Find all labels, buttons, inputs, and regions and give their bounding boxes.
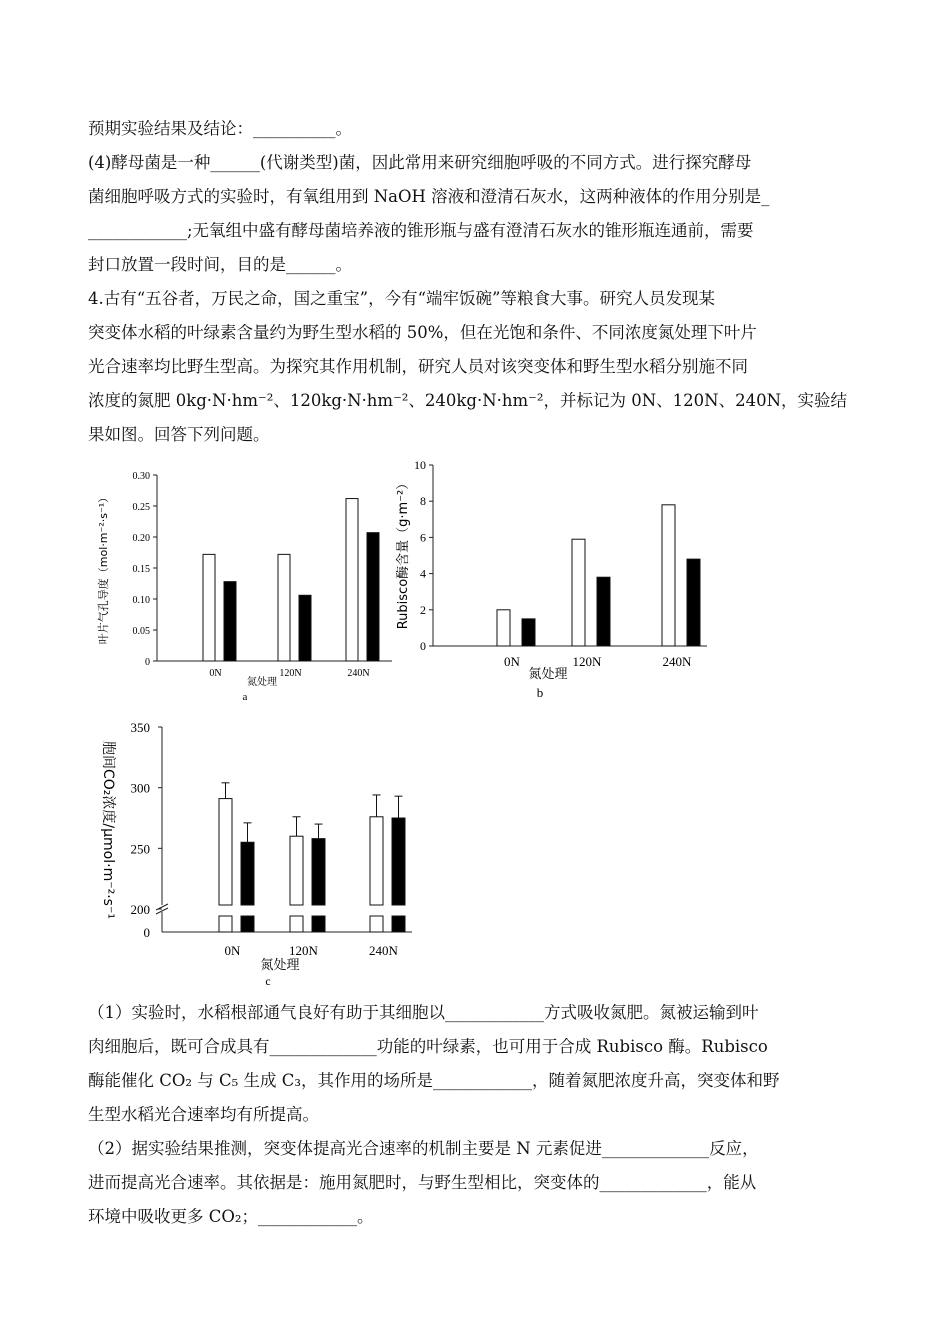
question-text-top-line: 浓度的氮肥 0kg·N·hm⁻²、120kg·N·hm⁻²、240kg·N·hm⁻²，并标记为 0N、120N、240N，实验结 [88,391,848,410]
question-text-bottom-line: 生型水稻光合速率均有所提高。 [88,1105,319,1124]
chart-b-xlabel: 氮处理 [528,667,568,682]
bar-wildtype [597,577,610,646]
bar-stub-mutant [290,916,303,932]
x-category-label: 0N [209,668,222,679]
y-tick-label: 0 [420,639,426,653]
x-category-label: 120N [572,654,602,669]
question-text-top-line: ____________;无氧组中盛有酵母菌培养液的锥形瓶与盛有澄清石灰水的锥形瓶连通前，需要 [88,221,754,240]
y-tick-label: 300 [130,780,150,796]
question-text-top-line: 菌细胞呼吸方式的实验时，有氧组用到 NaOH 溶液和澄清石灰水，这两种液体的作用分别是_ [88,187,770,206]
bar-wildtype [241,842,254,905]
y-tick-label: 0.20 [132,533,150,544]
question-text-top-line: (4)酵母菌是一种______(代谢类型)菌，因此常用来研究细胞呼吸的不同方式。进行探究酵母 [88,153,752,172]
chart-a-panel-label: a [242,691,248,703]
bar-wildtype [224,582,236,661]
x-category-label: 240N [347,668,370,679]
bar-wildtype [687,559,700,646]
chart-a-xlabel: 氮处理 [247,677,277,688]
y-tick-label: 8 [420,494,426,509]
question-text-top-line: 封口放置一段时间，目的是______。 [88,255,352,274]
bar-stub-wildtype [312,916,325,932]
y-tick-label: 0.05 [132,626,150,637]
bar-mutant [278,554,290,661]
chart-a-stomatal-conductance [96,471,392,703]
y-tick-label: 0 [145,657,150,668]
x-category-label: 240N [369,943,398,958]
chart-c-xlabel: 氮处理 [260,958,300,973]
question-text-bottom-line: （2）据实验结果推测，突变体提高光合速率的机制主要是 N 元素促进_____________反应， [88,1139,759,1158]
x-category-label: 240N [662,654,692,669]
question-text-bottom-line: （1）实验时，水稻根部通气良好有助于其细胞以____________方式吸收氮肥。氮被运输到叶 [88,1003,759,1022]
bar-mutant [572,539,585,646]
question-text-bottom-line: 环境中吸收更多 CO₂；____________。 [88,1207,374,1226]
bar-mutant [219,799,232,905]
question-text-top-line: 光合速率均比野生型高。为探究其作用机制，研究人员对该突变体和野生型水稻分别施不同 [88,357,748,376]
question-text-top-line: 预期实验结果及结论：__________。 [88,119,352,138]
bar-mutant [290,836,303,905]
y-tick-label: 250 [130,841,150,857]
y-tick-label: 2 [420,602,426,617]
question-text-top-line: 4.古有“五谷者，万民之命，国之重宝”，今有“端牢饭碗”等粮食大事。研究人员发现某 [88,289,715,308]
y-tick-label: 6 [420,530,426,545]
y-tick-label: 0.10 [132,595,150,606]
question-text-top-line: 突变体水稻的叶绿素含量约为野生型水稻的 50%，但在光饱和条件、不同浓度氮处理下叶片 [88,323,757,342]
bar-mutant [346,499,358,661]
y-tick-label: 0.15 [132,564,150,575]
bar-wildtype [299,595,311,661]
chart-b-rubisco-content [396,458,707,700]
chart-c-panel-label: c [265,974,271,988]
question-text-bottom-line: 进而提高光合速率。其依据是：施用氮肥时，与野生型相比，突变体的_____________，能从 [88,1173,757,1192]
chart-b-panel-label: b [536,685,544,700]
question-text-bottom-line: 肉细胞后，既可合成具有_____________功能的叶绿素，也可用于合成 Rubisco 酶。Rubisco [88,1037,768,1056]
bar-stub-wildtype [241,916,254,932]
chart-c-ylabel: 胞间CO₂浓度/μmol·m⁻²·s⁻¹ [100,741,116,919]
y-tick-label: 4 [420,566,426,581]
bar-mutant [662,505,675,646]
x-category-label: 120N [279,668,302,679]
bar-stub-mutant [370,916,383,932]
chart-a-ylabel: 叶片气孔导度（mol·m⁻²·s⁻¹） [97,491,110,645]
chart-c-intercellular-co2 [100,720,412,988]
bar-mutant [370,817,383,905]
x-category-label: 120N [289,943,318,958]
bar-wildtype [367,533,379,661]
bar-stub-mutant [219,916,232,932]
bar-mutant [203,554,215,661]
bar-stub-wildtype [392,916,405,932]
y-tick-label: 200 [130,902,150,917]
y-tick-label: 0.30 [132,471,150,482]
question-text-top-line: 果如图。回答下列问题。 [88,425,270,444]
question-text-bottom-line: 酶能催化 CO₂ 与 C₅ 生成 C₃，其作用的场所是____________，随着氮肥浓度升高，突变体和野 [88,1071,780,1090]
y-tick-label: 0.25 [132,502,150,513]
bar-wildtype [312,839,325,905]
y-tick-label: 10 [414,458,426,472]
bar-wildtype [392,818,405,905]
question-text-bottom [88,996,863,1234]
bar-mutant [497,610,510,646]
x-category-label: 0N [224,943,241,958]
bar-wildtype [522,619,535,646]
x-category-label: 0N [504,654,520,669]
y-tick-label: 350 [130,720,150,735]
y-tick-label: 0 [143,925,150,940]
chart-b-ylabel: Rubisco酶含量（g·m⁻²） [396,476,411,630]
